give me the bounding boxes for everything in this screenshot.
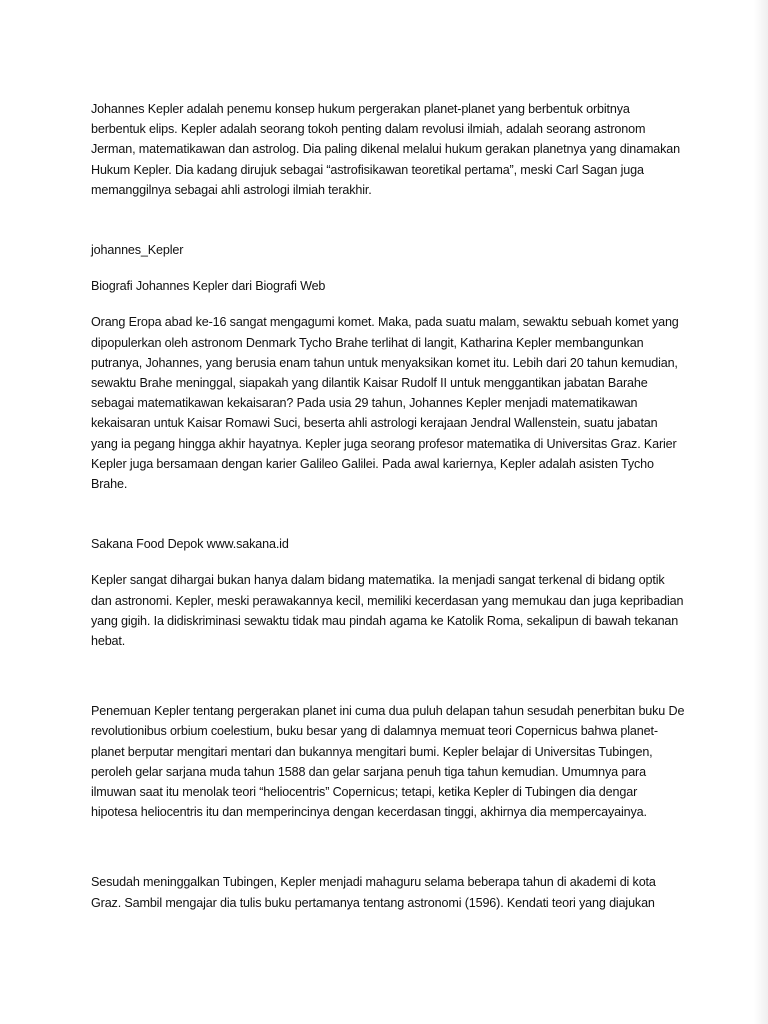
source-line: Biografi Johannes Kepler dari Biografi Web — [91, 279, 326, 294]
spacer — [91, 667, 686, 701]
document-body — [91, 99, 686, 929]
paragraph-character: Kepler sangat dihargai bukan hanya dalam bidang matematika. Ia menjadi sangat terkenal di bidang optik dan astronomi. Kepler, meski perawakannya kecil, memiliki kecerdasan yang memukau dan juga kepribadian yang gigih. Ia didiskriminasi sewaktu tidak mau pindah agama ke Katolik Roma, sekalipun di bawah tekanan hebat. — [91, 573, 684, 649]
paragraph-graz: Sesudah meninggalkan Tubingen, Kepler menjadi mahaguru selama beberapa tahun di akademi di kota Graz. Sambil mengajar dia tulis buku pertamanya tentang astronomi (1596). Kendati teori yang diajukan — [91, 875, 656, 910]
paragraph-discovery: Penemuan Kepler tentang pergerakan planet ini cuma dua puluh delapan tahun sesudah penerbitan buku De revolutionibus orbium coelestium, buku besar yang di dalamnya memuat teori Copernicus bahwa planet-planet berputar mengitari mentari dan bukannya mengitari bumi. Kepler belajar di Universitas Tubingen, peroleh gelar sarjana muda tahun 1588 dan gelar sarjana penuh tiga tahun kemudian. Umumnya para ilmuwan saat itu menolak teori “heliocentris” Copernicus; tetapi, ketika Kepler di Tubingen dia dengar hipotesa heliocentris itu dan memperincinya dengan kecerdasan tinggi, akhirnya dia mempercayainya. — [91, 704, 685, 820]
spacer — [91, 510, 686, 534]
spacer — [91, 216, 686, 240]
page-edge-shadow — [754, 0, 768, 1024]
spacer — [91, 838, 686, 872]
sponsor-line: Sakana Food Depok www.sakana.id — [91, 537, 289, 552]
paragraph-biography: Orang Eropa abad ke-16 sangat mengagumi komet. Maka, pada suatu malam, sewaktu sebuah komet yang dipopulerkan oleh astronom Denmark Tycho Brahe terlihat di langit, Katharina Kepler membangunkan putranya, Johannes, yang berusia enam tahun untuk menyaksikan komet itu. Lebih dari 20 tahun kemudian, sewaktu Brahe meninggal, siapakah yang dilantik Kaisar Rudolf II untuk menggantikan jabatan Barahe sebagai matematikawan kekaisaran? Pada usia 29 tahun, Johannes Kepler menjadi matematikawan kekaisaran untuk Kaisar Romawi Suci, beserta ahli astrologi kerajaan Jendral Wallenstein, suatu jabatan yang ia pegang hingga akhir hayatnya. Kepler juga seorang profesor matematika di Universitas Graz. Karier Kepler juga bersamaan dengan karier Galileo Galilei. Pada awal kariernya, Kepler adalah asisten Tycho Brahe. — [91, 315, 679, 492]
image-caption-johannes-kepler: johannes_Kepler — [91, 243, 184, 258]
paragraph-intro: Johannes Kepler adalah penemu konsep hukum pergerakan planet-planet yang berbentuk orbitnya berbentuk elips. Kepler adalah seorang tokoh penting dalam revolusi ilmiah, adalah seorang astronom Jerman, matematikawan dan astrolog. Dia paling dikenal melalui hukum gerakan planetnya yang dinamakan Hukum Kepler. Dia kadang dirujuk sebagai “astrofisikawan teoretikal pertama”, meski Carl Sagan juga memanggilnya sebagai ahli astrologi ilmiah terakhir. — [91, 102, 681, 197]
